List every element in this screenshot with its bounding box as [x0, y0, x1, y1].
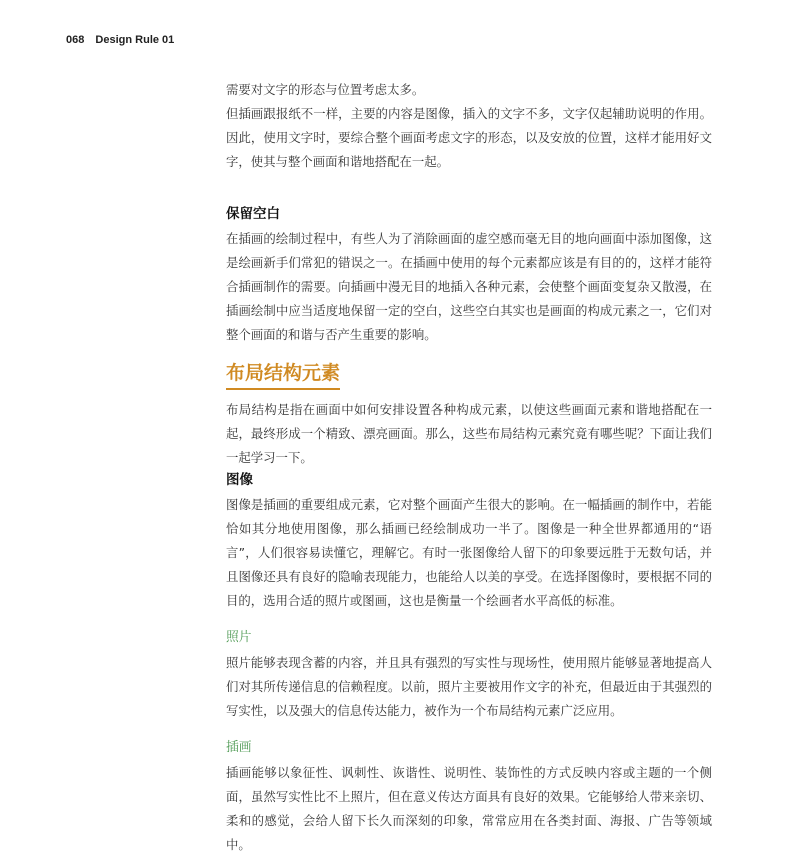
intro-paragraph-2: 但插画跟报纸不一样，主要的内容是图像，插入的文字不多，文字仅起辅助说明的作用。因此，使用文字时，要综合整个画面考虑文字的形态，以及安放的位置，这样才能用好文字，使其与整个画面和谐地搭配在一起。 [226, 106, 712, 169]
layout-section [226, 360, 712, 470]
illustration-section [226, 738, 712, 857]
image-paragraph: 图像是插画的重要组成元素，它对整个画面产生很大的影响。在一幅插画的制作中，若能恰如其分地使用图像，那么插画已经绘制成功一半了。图像是一种全世界都通用的“语言”，人们很容易读懂它，理解它。有时一张图像给人留下的印象要远胜于无数句话，并且图像还具有良好的隐喻表现能力，也能给人以美的享受。在选择图像时，要根据不同的目的，选用合适的照片或图画，这也是衡量一个绘画者水平高低的标准。 [226, 497, 712, 608]
layout-paragraph: 布局结构是指在画面中如何安排设置各种构成元素，以使这些画面元素和谐地搭配在一起，最终形成一个精致、漂亮画面。那么，这些布局结构元素究竟有哪些呢？下面让我们一起学习一下。 [226, 402, 712, 465]
keep-blank-heading: 保留空白 [226, 206, 280, 222]
intro-block [226, 78, 712, 174]
running-title: Design Rule 01 [95, 34, 175, 46]
photo-heading: 照片 [226, 630, 252, 645]
photo-section [226, 628, 712, 723]
photo-paragraph: 照片能够表现含蓄的内容，并且具有强烈的写实性与现场性，使用照片能够显著地提高人们对其所传递信息的信赖程度。以前，照片主要被用作文字的补充，但最近由于其强烈的写实性，以及强大的信息传达能力，被作为一个布局结构元素广泛应用。 [226, 655, 712, 718]
page-header [66, 34, 174, 46]
layout-heading: 布局结构元素 [226, 360, 340, 390]
image-heading: 图像 [226, 472, 253, 488]
illustration-heading: 插画 [226, 740, 252, 755]
keep-blank-section [226, 204, 712, 347]
illustration-paragraph: 插画能够以象征性、讽刺性、诙谐性、说明性、装饰性的方式反映内容或主题的一个侧面，虽然写实性比不上照片，但在意义传达方面具有良好的效果。它能够给人带来亲切、柔和的感觉，会给人留下长久而深刻的印象，常常应用在各类封面、海报、广告等领域中。 [226, 765, 712, 852]
intro-paragraph-1: 需要对文字的形态与位置考虑太多。 [226, 82, 425, 97]
keep-blank-paragraph: 在插画的绘制过程中，有些人为了消除画面的虚空感而毫无目的地向画面中添加图像，这是绘画新手们常犯的错误之一。在插画中使用的每个元素都应该是有目的的，这样才能符合插画制作的需要。向插画中漫无目的地插入各种元素，会使整个画面变复杂又散漫，在插画绘制中应当适度地保留一定的空白，这些空白其实也是画面的构成元素之一，它们对整个画面的和谐与否产生重要的影响。 [226, 231, 712, 342]
page-number: 068 [66, 34, 85, 46]
image-section [226, 470, 712, 613]
